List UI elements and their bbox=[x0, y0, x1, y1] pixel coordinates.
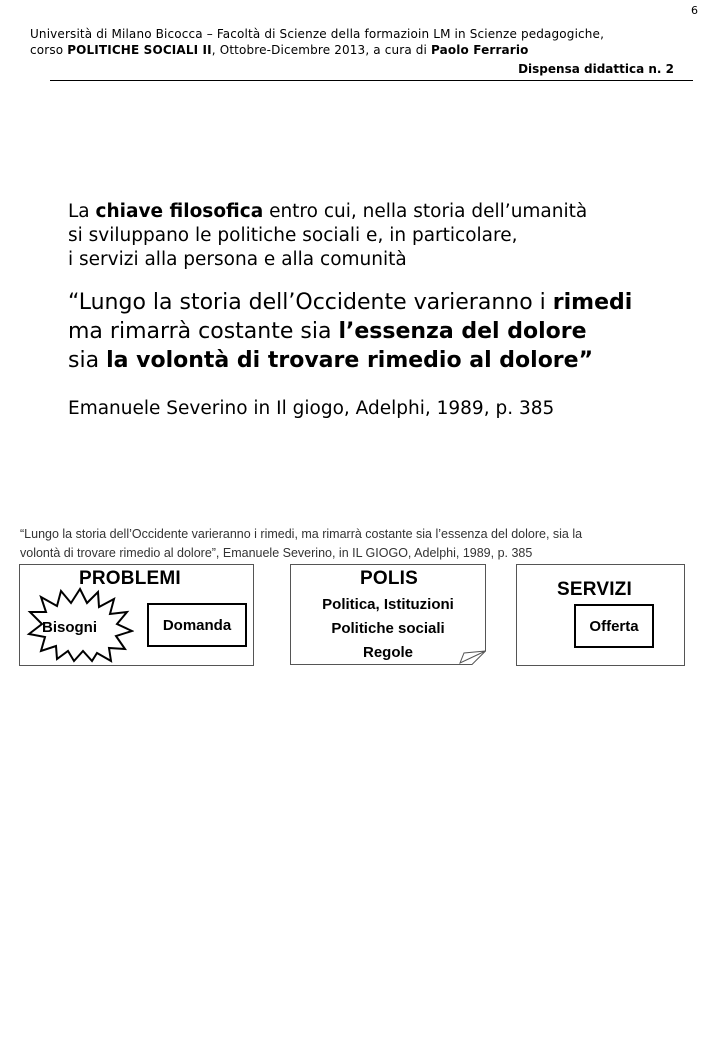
quote-text: “Lungo la storia dell’Occidente varieranno i bbox=[68, 290, 553, 315]
problemi-title: PROBLEMI bbox=[79, 568, 181, 589]
figure-caption bbox=[20, 525, 690, 563]
problemi-panel bbox=[19, 564, 254, 666]
quote-text: sia bbox=[68, 348, 107, 373]
figure-caption-line-2: volontà di trovare rimedio al dolore”, Emanuele Severino, in IL GIOGO, Adelphi, 1989, p. 385 bbox=[20, 546, 533, 560]
polis-title: POLIS bbox=[360, 568, 419, 589]
quote-close-mark: ” bbox=[578, 348, 594, 373]
header-divider bbox=[50, 80, 693, 81]
quote-bold: rimedi bbox=[552, 290, 633, 315]
intro-text: entro cui, nella storia dell’umanità bbox=[263, 201, 588, 222]
header-course-dates: , Ottobre-Dicembre 2013, a cura di bbox=[211, 43, 432, 57]
main-content bbox=[68, 200, 698, 421]
citation: Emanuele Severino in Il giogo, Adelphi, 1989, p. 385 bbox=[68, 398, 555, 419]
quote-bold: l’essenza del dolore bbox=[338, 319, 587, 344]
domanda-box: Domanda bbox=[147, 603, 247, 647]
quote-line-3 bbox=[68, 346, 698, 375]
servizi-title: SERVIZI bbox=[557, 579, 632, 600]
figure-caption-line-1: “Lungo la storia dell’Occidente varieranno i rimedi, ma rimarrà costante sia l’essenza del dolore, sia la bbox=[20, 527, 583, 541]
polis-line-2: Politiche sociali bbox=[331, 620, 445, 637]
intro-paragraph bbox=[68, 200, 698, 272]
polis-line-1: Politica, Istituzioni bbox=[322, 596, 454, 613]
polis-panel bbox=[290, 564, 486, 664]
offerta-box: Offerta bbox=[574, 604, 654, 648]
header-subtitle-text: Dispensa didattica n. 2 bbox=[518, 62, 674, 76]
intro-bold: chiave filosofica bbox=[95, 201, 264, 222]
header-subtitle bbox=[518, 62, 674, 76]
header-line-1: Università di Milano Bicocca – Facoltà di Scienze della formazioin LM in Scienze pedagogiche, bbox=[30, 27, 605, 41]
document-header bbox=[30, 26, 604, 58]
header-author: Paolo Ferrario bbox=[431, 43, 529, 57]
intro-line-2: si sviluppano le politiche sociali e, in particolare, bbox=[68, 225, 518, 246]
quote-text: ma rimarrà costante sia bbox=[68, 319, 339, 344]
bisogni-label: Bisogni bbox=[42, 619, 97, 636]
quote-bold: la volontà di trovare rimedio al dolore bbox=[106, 348, 579, 373]
quote-line-2 bbox=[68, 317, 698, 346]
page-number: 6 bbox=[691, 4, 698, 17]
header-course-name: POLITICHE SOCIALI II bbox=[67, 43, 212, 57]
quote-block bbox=[68, 288, 698, 375]
header-line-2 bbox=[30, 42, 604, 58]
header-course-prefix: corso bbox=[30, 43, 68, 57]
intro-text: La bbox=[68, 201, 96, 222]
intro-line-3: i servizi alla persona e alla comunità bbox=[68, 249, 407, 270]
servizi-panel bbox=[516, 564, 685, 666]
quote-line-1 bbox=[68, 288, 698, 317]
polis-line-3: Regole bbox=[362, 644, 413, 661]
intro-line-1 bbox=[68, 200, 698, 224]
